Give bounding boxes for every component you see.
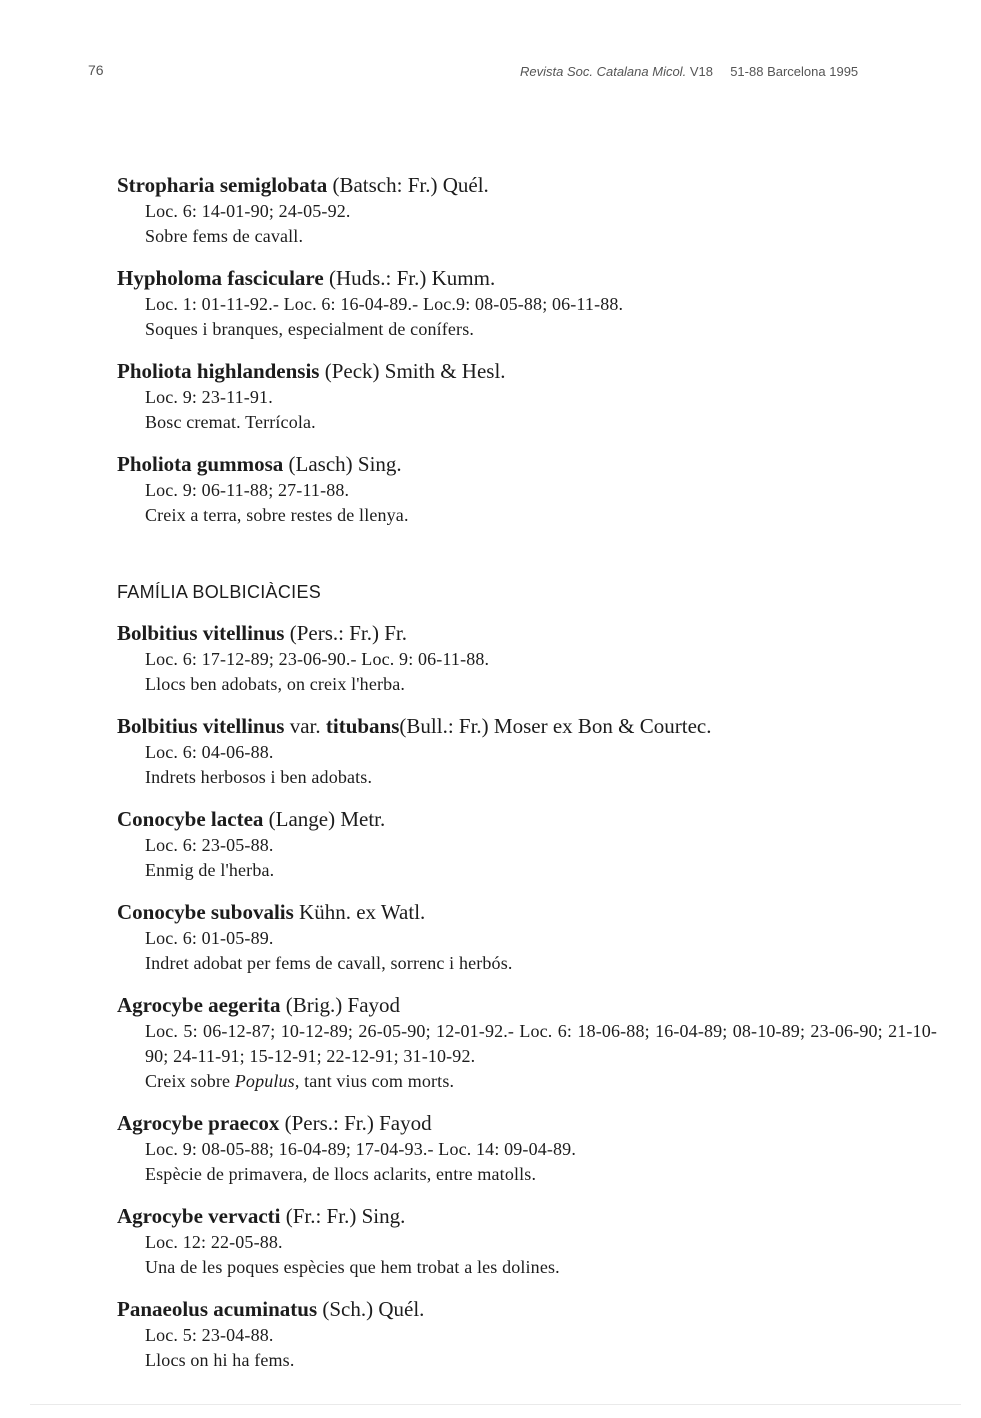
species-entry [117,713,937,790]
variety-name: titubans [325,714,400,738]
habitat-text: , tant vius com morts. [294,1071,455,1091]
species-habitat: Creix a terra, sobre restes de llenya. [145,505,409,525]
species-habitat: Llocs ben adobats, on creix l'herba. [145,674,406,694]
journal-volume: V18 [689,64,713,79]
species-entry [117,358,937,435]
species-name: Conocybe lactea [117,807,264,831]
species-entry [117,992,937,1094]
species-habitat: Sobre fems de cavall. [145,226,304,246]
species-locality: Loc. 1: 01-11-92.- Loc. 6: 16-04-89.- Loc.9: 08-05-88; 06-11-88. [145,294,624,314]
species-title [117,1296,937,1323]
species-name: Hypholoma fasciculare [117,266,324,290]
page-number: 76 [88,62,104,78]
species-author: Kühn. ex Watl. [293,900,426,924]
species-locality: Loc. 9: 08-05-88; 16-04-89; 17-04-93.- Loc. 14: 09-04-89. [145,1139,576,1159]
species-name: Stropharia semiglobata [117,173,328,197]
species-habitat: Bosc cremat. Terrícola. [145,412,316,432]
species-author: (Huds.: Fr.) Kumm. [323,266,496,290]
species-author: (Lasch) Sing. [283,452,402,476]
species-name: Pholiota highlandensis [117,359,320,383]
species-title [117,1203,937,1230]
variety-label: var. [284,714,326,738]
species-entry [117,1203,937,1280]
running-head [520,64,858,79]
genus-italic: Populus [234,1071,295,1091]
species-list [117,172,937,1389]
species-habitat [117,1069,937,1094]
species-entry [117,265,937,342]
species-locality: Loc. 6: 17-12-89; 23-06-90.- Loc. 9: 06-11-88. [145,649,490,669]
species-habitat: Una de les poques espècies que hem trobat a les dolines. [145,1257,560,1277]
species-entry [117,806,937,883]
species-locality: Loc. 6: 01-05-89. [145,928,274,948]
species-name: Panaeolus acuminatus [117,1297,318,1321]
species-habitat: Indret adobat per fems de cavall, sorrenc i herbós. [145,953,513,973]
species-title [117,806,937,833]
habitat-text: Creix sobre [145,1071,235,1091]
species-author: (Brig.) Fayod [280,993,401,1017]
species-title [117,899,937,926]
species-entry [117,620,937,697]
species-name: Agrocybe aegerita [117,993,281,1017]
species-author: (Pers.: Fr.) Fayod [279,1111,432,1135]
species-entry [117,451,937,528]
species-habitat: Enmig de l'herba. [145,860,275,880]
journal-place-year: Barcelona 1995 [767,64,859,79]
species-locality: Loc. 5: 06-12-87; 10-12-89; 26-05-90; 12-01-92.- Loc. 6: 18-06-88; 16-04-89; 08-10-89; 23-06-90; 21-10-90; 24-11-91; 15-12-91; 22-12-91; 31-10-92. [145,1021,937,1066]
species-locality: Loc. 9: 06-11-88; 27-11-88. [145,480,350,500]
species-author: (Batsch: Fr.) Quél. [327,173,489,197]
species-locality: Loc. 9: 23-11-91. [145,387,273,407]
species-locality: Loc. 5: 23-04-88. [145,1325,274,1345]
species-author: (Bull.: Fr.) Moser ex Bon & Courtec. [399,714,712,738]
species-entry [117,1296,937,1373]
species-author: (Sch.) Quél. [317,1297,425,1321]
journal-title: Revista Soc. Catalana Micol. [520,64,687,79]
species-name: Conocybe subovalis [117,900,294,924]
species-habitat: Indrets herbosos i ben adobats. [145,767,373,787]
species-name: Bolbitius vitellinus [117,714,285,738]
species-author: (Peck) Smith & Hesl. [319,359,506,383]
species-locality: Loc. 12: 22-05-88. [145,1232,283,1252]
species-habitat: Espècie de primavera, de llocs aclarits, entre matolls. [145,1164,537,1184]
page-bottom-divider [30,1404,961,1405]
species-name: Agrocybe praecox [117,1111,280,1135]
species-locality: Loc. 6: 04-06-88. [145,742,274,762]
species-entry [117,1110,937,1187]
species-title [117,451,937,478]
species-author: (Fr.: Fr.) Sing. [280,1204,406,1228]
species-title [117,992,937,1019]
species-title [117,172,937,199]
species-title [117,265,937,292]
journal-pages: 51-88 [730,64,764,79]
species-entry [117,899,937,976]
family-heading: FAMÍLIA BOLBICIÀCIES [117,582,322,602]
species-author: (Pers.: Fr.) Fr. [284,621,407,645]
species-title [117,1110,937,1137]
species-title [117,713,937,740]
species-locality: Loc. 6: 23-05-88. [145,835,274,855]
species-name: Agrocybe vervacti [117,1204,281,1228]
species-habitat: Soques i branques, especialment de conífers. [145,319,475,339]
species-name: Bolbitius vitellinus [117,621,285,645]
species-name: Pholiota gummosa [117,452,284,476]
species-title [117,358,937,385]
species-locality: Loc. 6: 14-01-90; 24-05-92. [145,201,351,221]
species-habitat: Llocs on hi ha fems. [145,1350,295,1370]
species-entry [117,172,937,249]
species-author: (Lange) Metr. [263,807,386,831]
species-title [117,620,937,647]
